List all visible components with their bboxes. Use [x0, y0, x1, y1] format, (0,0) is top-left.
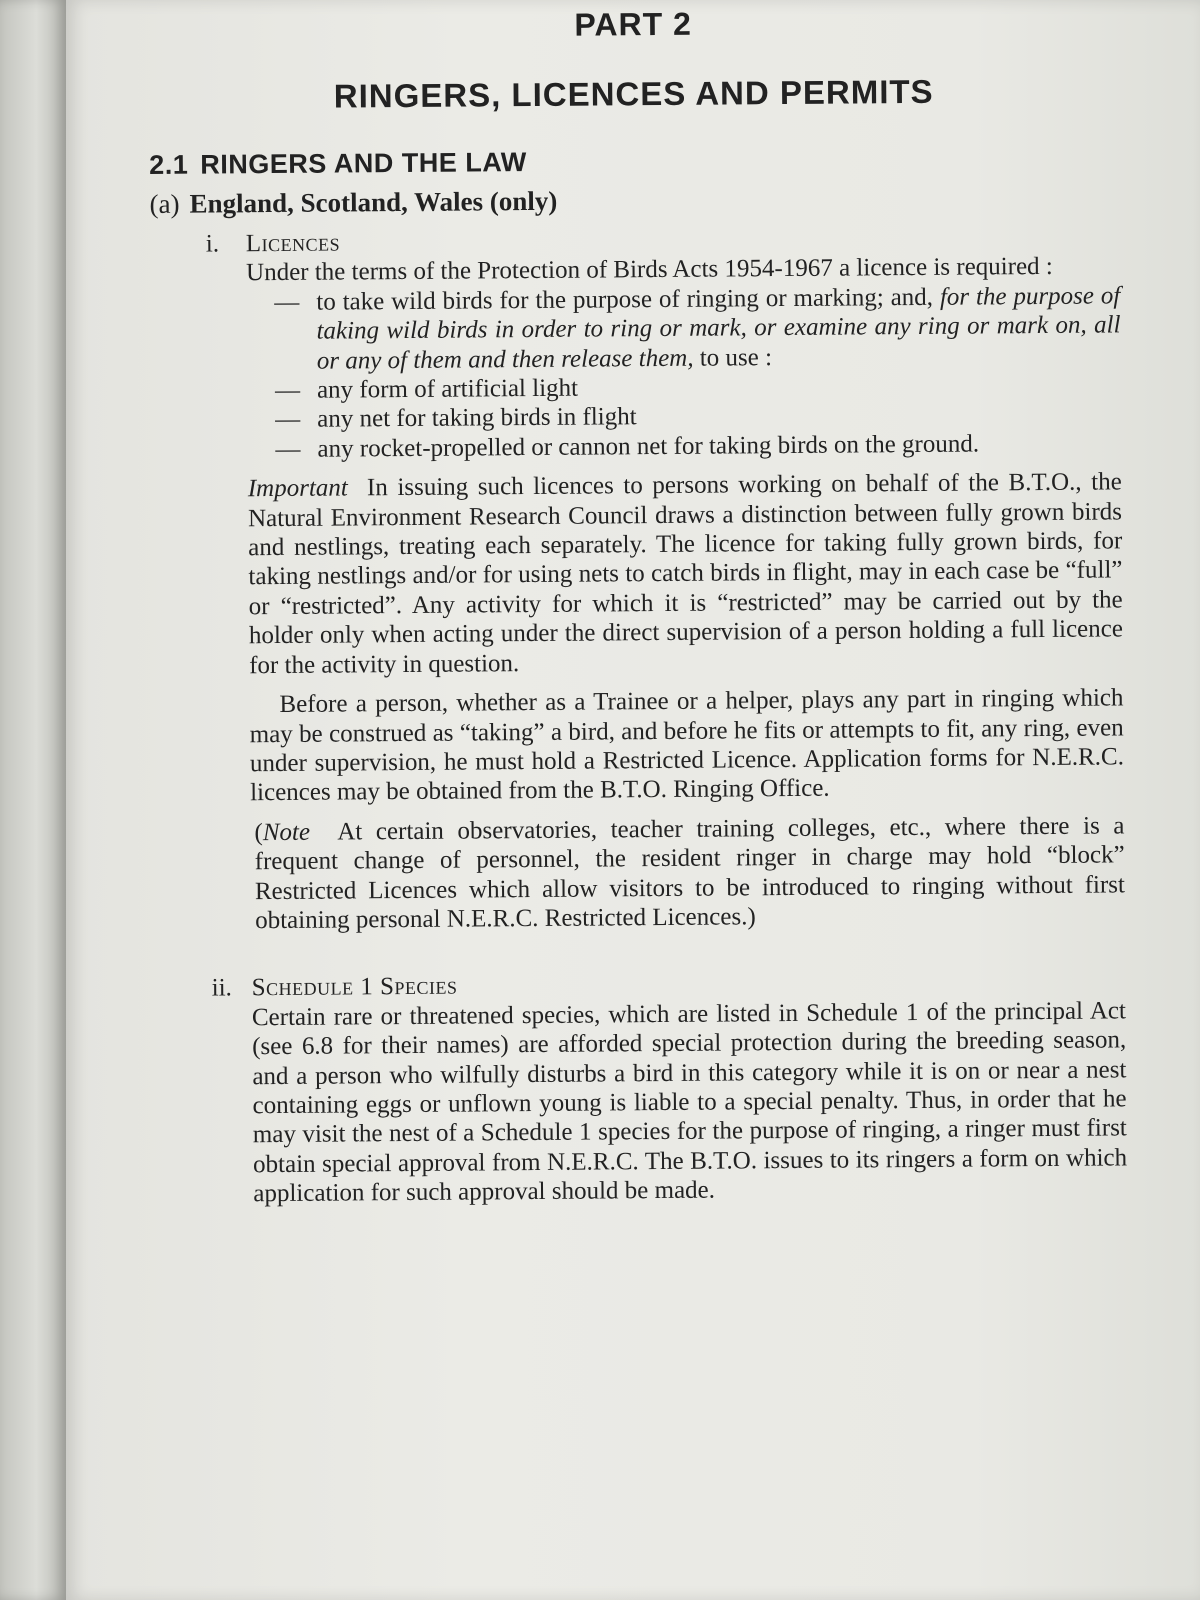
- section-title: RINGERS AND THE LAW: [200, 147, 527, 180]
- licence-intro: Under the terms of the Protection of Birds Acts 1954-1967 a licence is required :: [245, 253, 1053, 287]
- dash-item-text: any form of artificial light: [316, 374, 579, 404]
- subsection-heading: [149, 178, 1119, 222]
- subsection-label: (a): [149, 188, 180, 219]
- book-page: [66, 0, 1200, 1600]
- part-heading: PART 2: [574, 5, 692, 43]
- item-title: Licences: [245, 229, 341, 258]
- dash-marker: —: [274, 376, 301, 405]
- dash-marker: —: [275, 406, 301, 434]
- item-numeral: i.: [205, 230, 220, 258]
- item-title: Schedule 1 Species: [251, 972, 458, 1002]
- item-numeral: ii.: [211, 974, 232, 1002]
- important-label: Important: [247, 474, 348, 503]
- note-paragraph: [250, 811, 1125, 935]
- schedule-paragraph: Certain rare or threatened species, which are listed in Schedule 1 of the principal Act (see 6.8 for their names) are afforded special protection during the breeding season, and a person who wilfully disturbs a bird in this category while it is on or near a nest containing eggs or unflown young is liable to a special penalty. Thus, in order that he may visit the nest of a Schedule 1 species for the purpose of ringing, a ringer must first obtain special approval from N.E.R.C. The B.T.O. issues to its ringers a form on which application for such approval should be made.: [251, 997, 1128, 1208]
- section-number: 2.1: [149, 149, 189, 180]
- restricted-licence-paragraph: Before a person, whether as a Trainee or a helper, plays any part in ringing which may be construed as “taking” a bird, and before he fits or attempts to fit, any ring, even under supervision, he must hold a Restricted Licence. Application forms for N.E.R.C. licences may be obtained from the B.T.O. Ringing Office.: [249, 684, 1125, 807]
- dash-item-text: any rocket-propelled or cannon net for taking birds on the ground.: [317, 430, 980, 463]
- note-text: At certain observatories, teacher training colleges, etc., where there is a frequent change of personnel, the resident ringer in charge may hold “block” Restricted Licences which allow visitors to be introduced to ringing without first obtaining personal N.E.R.C. Restricted Licences.): [254, 812, 1126, 935]
- section-heading: [149, 140, 1119, 182]
- dash-list-item: [247, 428, 1121, 464]
- dash-marker: —: [274, 288, 300, 316]
- dash-marker: —: [275, 435, 301, 463]
- facing-page-edge: [0, 0, 66, 1600]
- item-schedule-1-species: [156, 967, 1128, 1210]
- important-text: In issuing such licences to persons working on behalf of the B.T.O., the Natural Environment Research Council draws a distinction between fully grown birds and nestlings, treating each separately. The licence for taking fully grown birds, for taking nestlings and/or for using nets to catch birds in flight, may in each case be “full” or “restricted”. Any activity for which it is “restricted” may be carried out by the holder only when acting under the direct supervision of a person holding a full licence for the activity in question.: [247, 468, 1124, 679]
- page-title: RINGERS, LICENCES AND PERMITS: [333, 72, 934, 115]
- dash-item-text-end: to use :: [693, 343, 773, 372]
- dash-item-italic-text: for the purpose of taking wild birds in order to ring or mark, or examine any ring or mark on, all or any of them and then release them,: [316, 282, 1121, 375]
- dash-item-text: to take wild birds for the purpose of ringing or marking; and,: [316, 283, 940, 316]
- page-content: [148, 0, 1127, 1209]
- dash-item-text: any net for taking birds in flight: [317, 403, 637, 434]
- note-label: Note: [262, 818, 311, 846]
- dash-list-item: [246, 281, 1121, 376]
- item-licences: [150, 222, 1126, 936]
- important-paragraph: [248, 468, 1124, 681]
- note-open-paren: (: [254, 818, 263, 846]
- subsection-title: England, Scotland, Wales (only): [189, 185, 558, 219]
